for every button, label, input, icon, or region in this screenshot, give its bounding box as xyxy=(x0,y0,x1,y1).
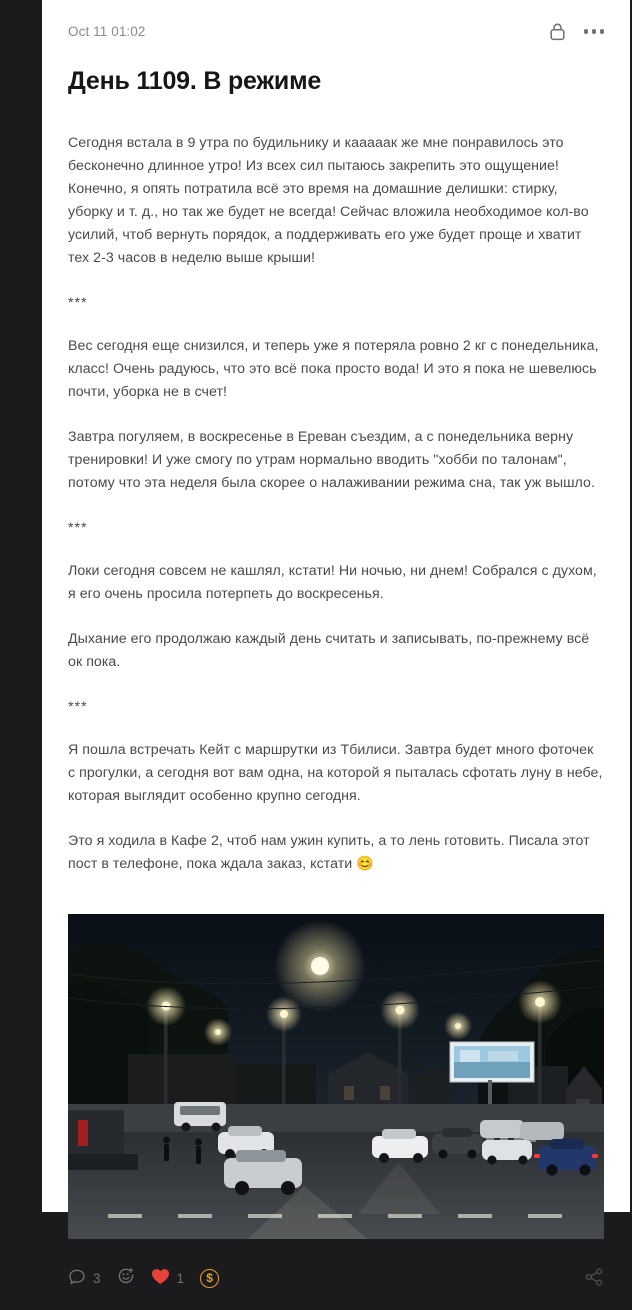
post-actions xyxy=(68,1267,219,1289)
comment-button[interactable] xyxy=(68,1268,101,1289)
post-paragraph: Вес сегодня еще снизился, и теперь уже я потеряла ровно 2 кг с понедельника, класс! Очень радуюсь, что это всё пока просто вода! И это я пока не шевелюсь почти, уборка не в счет! xyxy=(68,337,599,400)
like-count: 1 xyxy=(176,1270,185,1286)
post-paragraph: Сегодня встала в 9 утра по будильнику и кааааак же мне понравилось это бесконечно длинное утро! Из всех сил пытаюсь закрепить это ощущение! Конечно, я опять потратила всё это время на домашние делишки: стирку, уборку и т. д., но так же будет не всегда! Сейчас вложила необходимое кол-во усилий, чтоб вернуть порядок, а поддерживать его уже будет проще и хватит тех 2-3 часов в неделю выше крыши! xyxy=(68,134,589,266)
post-separator: *** xyxy=(68,294,88,311)
add-reaction-button[interactable] xyxy=(117,1267,135,1289)
post-separator: *** xyxy=(68,519,88,536)
post-image-container xyxy=(42,898,630,1239)
post-paragraph: Завтра погуляем, в воскресенье в Ереван съездим, а с понедельника верну тренировки! И уже смогу по утрам нормально вводить "хобби по талонам", потому что эта неделя была скорее о налаживании режима сна, так уж вышло. xyxy=(68,428,595,491)
post-image[interactable] xyxy=(68,914,604,1239)
post-paragraph: Дыхание его продолжаю каждый день считать и записывать, по-прежнему всё ок пока. xyxy=(68,630,590,670)
share-button[interactable] xyxy=(584,1267,604,1290)
comment-count: 3 xyxy=(93,1270,101,1286)
post-footer xyxy=(42,1249,630,1310)
lock-icon[interactable] xyxy=(549,22,566,41)
page-title: День 1109. В режиме xyxy=(68,66,322,95)
post-body xyxy=(42,114,630,898)
comment-icon xyxy=(68,1268,86,1289)
tip-button[interactable] xyxy=(200,1269,219,1288)
heart-icon xyxy=(151,1268,170,1288)
tip-coin-icon: $ xyxy=(200,1269,219,1288)
post-header xyxy=(42,0,630,41)
post-paragraph: Это я ходила в Кафе 2, чтоб нам ужин купить, а то лень готовить. Писала этот пост в телефоне, пока ждала заказ, кстати 😊 xyxy=(68,832,590,872)
more-options-icon[interactable] xyxy=(584,29,605,34)
add-reaction-icon xyxy=(117,1267,135,1289)
post-paragraph: Я пошла встречать Кейт с маршрутки из Тбилиси. Завтра будет много фоточек с прогулки, а сегодня вот вам одна, на которой я пыталась сфотать луну в небе, которая выглядит особенно крупно сегодня. xyxy=(68,741,603,804)
post-date: Oct 11 01:02 xyxy=(68,24,146,39)
post-paragraph: Локи сегодня совсем не кашлял, кстати! Ни ночью, ни днем! Собрался с духом, я его очень просила потерпеть до воскресенья. xyxy=(68,562,597,602)
share-icon xyxy=(584,1267,604,1290)
header-actions xyxy=(549,22,605,41)
post-card xyxy=(42,0,630,1286)
post-separator: *** xyxy=(68,698,88,715)
like-button[interactable] xyxy=(151,1268,185,1288)
